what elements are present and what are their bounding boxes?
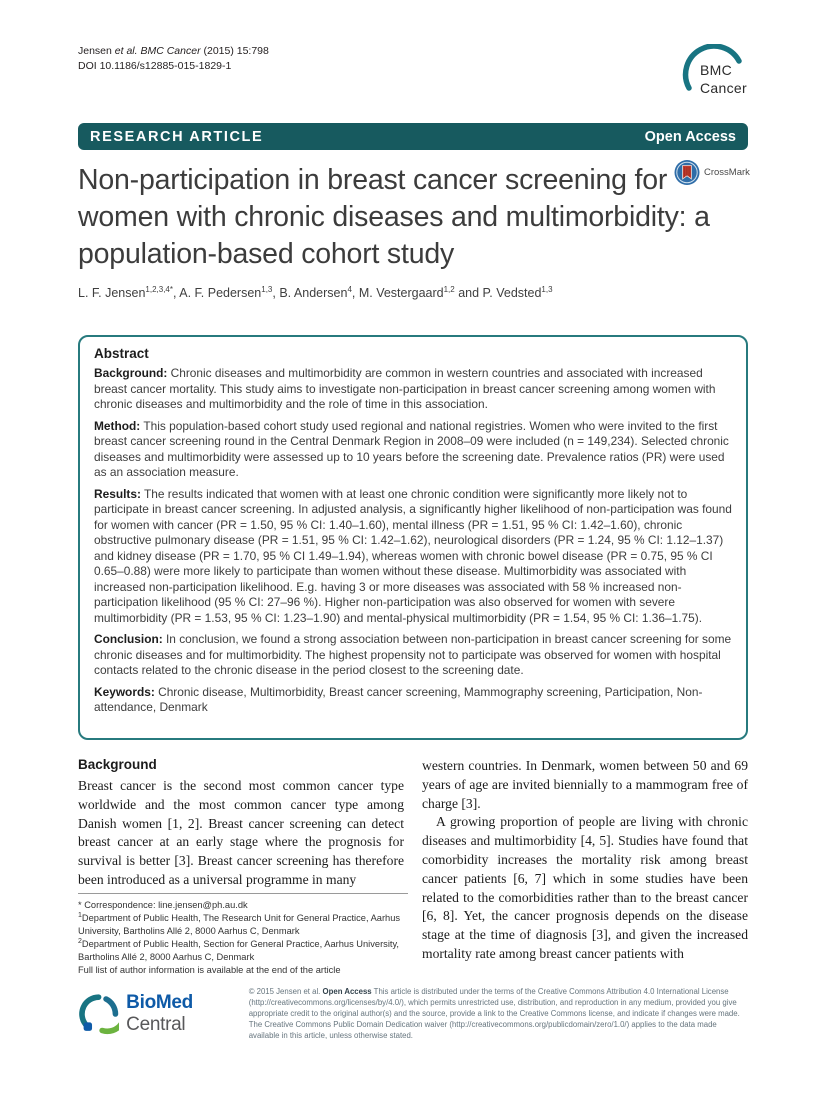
abstract-background: Background: Chronic diseases and multimorbidity are common in western countries and associated with increased breast cancer mortality. This study aims to investigate non-participation in breast cancer screening among women with chronic diseases and multimorbidity and the role of time in this association.	[94, 366, 716, 411]
page-title: Non-participation in breast cancer screening for women with chronic diseases and multimorbidity: a population-based cohort study	[78, 164, 710, 270]
crossmark-icon	[674, 159, 700, 186]
abstract-results: Results: The results indicated that women with at least one chronic condition were significantly more likely not to participate in breast cancer screening. In adjusted analysis, a significantly higher likelihood of non-participation was found for women with cancer (PR = 1.50, 95 % CI: 1.40–1.60), mental illness (PR = 1.51, 95 % CI: 1.42–1.60), chronic obstructive pulmonary disease (PR = 1.51, 95 % CI: 1.42–1.62), neurological disorders (PR = 1.24, 95 % CI: 1.12–1.37) and kidney disease (PR = 1.70, 95 % CI 1.49–1.94), whereas women with chronic bowel disease (PR = 0.75, 95 % CI 0.65–0.88) were more likely to participate than women without these disease. Multimorbidity was associated with increased non-participation likelihood. E.g. having 3 or more diseases was associated with 58 % increased non-participation likelihood (95 % CI: 27–96 %). Higher non-participation was also observed for women with severe multimorbidity (PR = 1.53, 95 % CI: 1.23–1.90) and mental-physical multimorbidity (PR = 1.54, 95 % CI: 1.36–1.75).	[94, 486, 732, 625]
abstract-keywords: Keywords: Chronic disease, Multimorbidity, Breast cancer screening, Mammography screening, Participation, Non-attendance, Denmark	[94, 684, 703, 714]
biomed-central-icon	[78, 992, 119, 1036]
right-column	[422, 757, 748, 964]
author: P. Vedsted$^{1,3}$	[482, 284, 553, 300]
abstract-conclusion: Conclusion: In conclusion, we found a strong association between non-participation in breast cancer screening for some chronic diseases and for multimorbidity. The highest propensity not to participate was observed for women with hospital contacts related to the chronic disease in the period closest to the screening date.	[94, 632, 732, 677]
abstract-box	[78, 335, 748, 740]
open-access-label: Open Access	[644, 128, 736, 145]
bmc-cancer-logo	[682, 44, 748, 102]
author: M. Vestergaard$^{1,2}$ and	[358, 284, 483, 300]
biomed-central-logo	[78, 992, 249, 1036]
doi-line: DOI 10.1186/s12885-015-1829-1	[78, 60, 232, 72]
research-article-label: RESEARCH ARTICLE	[90, 128, 264, 145]
author: B. Andersen$^4$,	[279, 284, 359, 300]
background-heading: Background	[78, 757, 157, 772]
copyright-notice: © 2015 Jensen et al. Open Access This article is distributed under the terms of the Creative Commons Attribution 4.0 International License (http://creativecommons.org/licenses/by/4.0/), which permits unrestricted use, distribution, and reproduction in any medium, provided you give appropriate credit to the original author(s) and the source, provide a link to the Creative Commons license, and indicate if changes were made. The Creative Commons Public Domain Dedication waiver (http://creativecommons.org/publicdomain/zero/1.0/) applies to the data made available in this article, unless otherwise stated.	[248, 987, 740, 1040]
bmc-logo-text-1: BMC	[700, 62, 733, 78]
correspondence-footnotes	[78, 893, 408, 977]
author-list	[78, 286, 748, 300]
biomed-central-wordmark: BioMed Central	[126, 992, 193, 1035]
page-footer	[78, 986, 748, 1041]
bmc-logo-text-2: Cancer	[700, 80, 747, 96]
author: L. F. Jensen$^{1,2,3,4*}$,	[78, 284, 180, 300]
crossmark-label: CrossMark	[704, 167, 750, 178]
body-paragraph: western countries. In Denmark, women between 50 and 69 years of age are invited biennially to a mammogram free of charge [3].	[422, 758, 748, 811]
body-paragraph: A growing proportion of people are living with chronic diseases and multimorbidity [4, 5]. Studies have found that comorbidity increases the mortality risk among breast cancer patients [6, 7] which in some studies have been related to the comorbidities rather than to the breast cancer [6, 8]. Yet, the cancer prognosis depends on the disease stage at the time of diagnosis [3], and given the increased mortality rate among breast cancer patients with	[422, 814, 748, 961]
page-header	[78, 44, 748, 102]
body-paragraph: Breast cancer is the second most common cancer type worldwide and the most common cancer type among Danish women [1, 2]. Breast cancer screening can detect breast cancer at an early stage where the prognosis for survival is better [3]. Breast cancer screening has therefore been introduced as a universal programme in many	[78, 778, 404, 887]
abstract-method: Method: This population-based cohort study used regional and national registries. Women who were invited to the first breast cancer screening round in the Central Denmark Region in 2008–09 were included (n = 149,234). Selected chronic diseases and multimorbidity were assessed up to 10 years before the screening date. Prevalence ratios (PR) were used as an association measure.	[94, 418, 729, 479]
article-type-banner	[78, 123, 748, 150]
citation-line: Jensen et al. BMC Cancer (2015) 15:798	[78, 45, 269, 57]
affiliation-2: $^2$Department of Public Health, Section for General Practice, Aarhus University, Bartholins Allé 2, 8000 Aarhus C, Denmark	[78, 937, 400, 962]
crossmark-badge[interactable]	[674, 159, 750, 186]
author: A. F. Pedersen$^{1,3}$,	[179, 284, 280, 300]
affiliation-1: $^1$Department of Public Health, The Research Unit for General Practice, Aarhus University, Bartholins Allé 2, 8000 Aarhus C, Denmark	[78, 911, 401, 936]
abstract-heading: Abstract	[94, 346, 149, 361]
author-info-note: Full list of author information is available at the end of the article	[78, 965, 341, 975]
correspondence-line: * Correspondence: line.jensen@ph.au.dk	[78, 900, 248, 910]
citation-block	[78, 44, 269, 102]
